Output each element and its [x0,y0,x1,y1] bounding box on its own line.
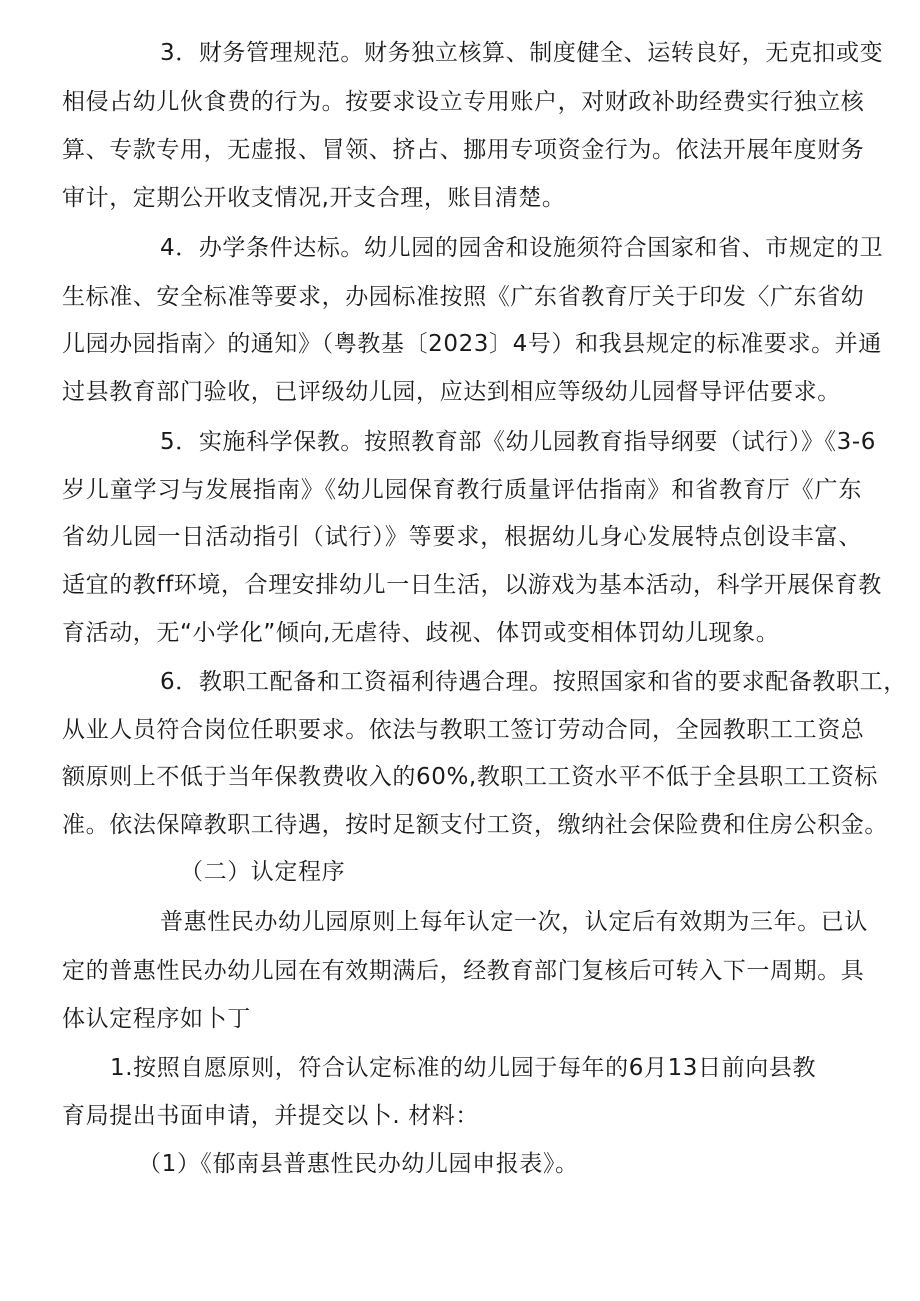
section-5-line-2: 岁儿童学习与发展指南》《幼儿园保育教行质量评估指南》和省教育厅《广东 [62,477,862,503]
step-1-line-1: 1.按照自愿原则，符合认定标准的幼儿园于每年的6月13日前向县教 [110,1055,817,1081]
procedure-intro-line-1: 普惠性民办幼儿园原则上每年认定一次，认定后有效期为三年。已认 [160,909,868,935]
section-5-line-4: 适宜的教ff环境，合理安排幼儿一日生活，以游戏为基本活动，科学开展保育教 [62,572,882,598]
section-4-line-4: 过县教育部门验收，已评级幼儿园，应达到相应等级幼儿园督导评估要求。 [62,379,841,405]
section-3-line-1: 3．财务管理规范。财务独立核算、制度健全、运转良好，无克扣或变 [160,40,884,66]
procedure-intro-line-3: 体认定程序如卜丁 [62,1006,251,1032]
section-5-line-3: 省幼儿园一日活动指引（试行）》等要求，根据幼儿身心发展特点创设丰富、 [62,524,862,550]
section-heading-procedure: （二）认定程序 [180,859,346,885]
section-5-line-1: 5．实施科学保教。按照教育部《幼儿园教育指导纲要（试行）》《3-6 [160,429,876,455]
section-6-line-2: 从业人员符合岗位任职要求。依法与教职工签订劳动合同，全园教职工工资总 [62,717,865,743]
section-3-line-2: 相侵占幼儿伙食费的行为。按要求设立专用账户，对财政补助经费实行独立核 [62,89,865,115]
section-5-line-5: 育活动，无“小学化”倾向,无虐待、歧视、体罚或变相体罚幼儿现象。 [62,620,780,646]
item-1-line: （1）《郁南县普惠性民办幼儿园申报表》。 [138,1151,579,1177]
section-3-line-3: 算、专款专用，无虚报、冒领、挤占、挪用专项资金行为。依法开展年度财务 [62,137,865,163]
section-4-line-3: 儿园办园指南〉的通知》（粤教基〔2023〕4号）和我县规定的标准要求。并通 [62,331,882,357]
step-1-line-2: 育局提出书面申请，并提交以卜. 材料： [62,1103,480,1129]
section-4-line-2: 生标准、安全标准等要求，办园标准按照《广东省教育厅关于印发〈广东省幼 [62,284,865,310]
section-6-line-3: 额原则上不低于当年保教费收入的60%,教职工工资水平不低于全县职工工资标 [62,764,879,790]
section-3-line-4: 审计，定期公开收支情况,开支合理，账目清楚。 [62,185,566,211]
section-6-line-4: 准。依法保障教职工待遇，按时足额支付工资，缴纳社会保险费和住房公积金。 [62,812,888,838]
section-6-line-1: 6．教职工配备和工资福利待遇合理。按照国家和省的要求配备教职工， [160,669,907,695]
procedure-intro-line-2: 定的普惠性民办幼儿园在有效期满后，经教育部门复核后可转入下一周期。具 [62,958,865,984]
section-4-line-1: 4．办学条件达标。幼儿园的园舍和设施须符合国家和省、市规定的卫 [160,235,884,261]
